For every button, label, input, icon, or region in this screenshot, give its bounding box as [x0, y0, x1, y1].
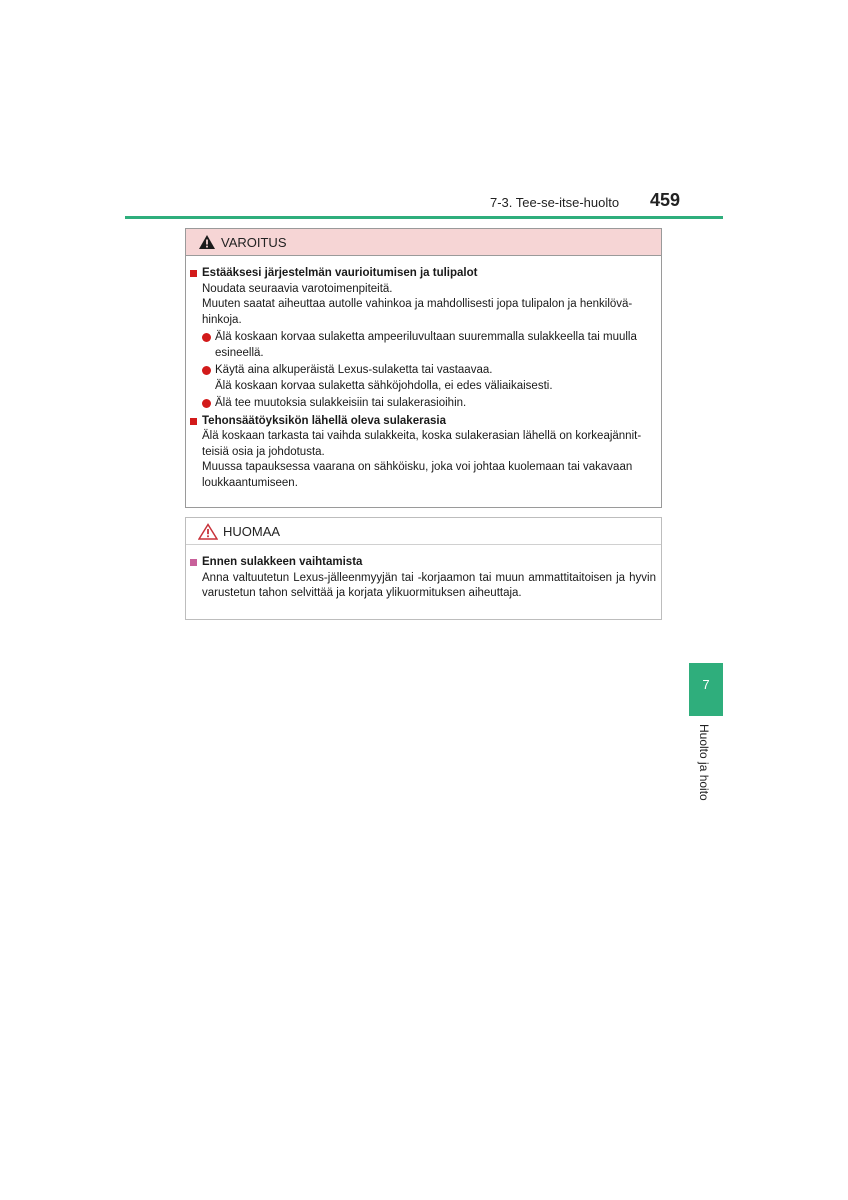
- chapter-tab: [689, 663, 723, 716]
- chapter-number: 7: [702, 677, 710, 692]
- bullet-text: Älä koskaan korvaa sulaketta ampeeriluvultaan suuremmalla sulakkeella tai muulla esineellä.: [215, 331, 637, 359]
- red-bullet-icon: [202, 366, 211, 375]
- red-square-icon: [190, 270, 197, 277]
- notice-body: [186, 545, 661, 602]
- paragraph-line: Muuten saatat aiheuttaa autolle vahinkoa ja mahdollisesti jopa tulipalon ja henkilövä-: [202, 298, 633, 310]
- paragraph-line: teisiä osia ja johdotusta.: [202, 445, 325, 458]
- header-divider: [125, 216, 723, 219]
- bullet-line: Käytä aina alkuperäistä Lexus-sulaketta tai vastaavaa.: [215, 364, 493, 376]
- bullet-item: [202, 330, 656, 361]
- warning-header: [186, 229, 661, 256]
- paragraph-line: loukkaantumiseen.: [202, 476, 298, 489]
- warning-title: VAROITUS: [221, 234, 287, 250]
- paragraph-line: Älä koskaan tarkasta tai vaihda sulakkeita, koska sulakerasian lähellä on korkeajännit-: [202, 430, 642, 442]
- paragraph-line: Noudata seuraavia varotoimenpiteitä.: [202, 282, 393, 295]
- bullet-item: [202, 363, 656, 394]
- caution-triangle-icon: [198, 523, 218, 540]
- red-bullet-icon: [202, 333, 211, 342]
- bullet-text: Älä tee muutoksia sulakkeisiin tai sulakerasioihin.: [215, 397, 467, 409]
- red-square-icon: [190, 418, 197, 425]
- warning-section-heading-text: Tehonsäätöyksikön lähellä oleva sulakerasia: [202, 414, 446, 427]
- chapter-label: Huolto ja hoito: [697, 724, 711, 801]
- paragraph-line: hinkoja.: [202, 313, 242, 326]
- page-number: 459: [650, 190, 681, 210]
- bullet-text: [215, 363, 656, 394]
- notice-box: [185, 517, 662, 620]
- notice-section-heading-text: Ennen sulakkeen vaihtamista: [202, 556, 363, 568]
- warning-section-heading-text: Estääksesi järjestelmän vaurioitumisen ja tulipalot: [202, 267, 478, 279]
- warning-box: [185, 228, 662, 508]
- warning-body: [186, 256, 661, 491]
- notice-header: [186, 518, 661, 545]
- red-bullet-icon: [202, 399, 211, 408]
- notice-section-heading: [190, 555, 656, 571]
- paragraph-line: Muussa tapauksessa vaarana on sähköisku, joka voi johtaa kuolemaan tai vakavaan: [202, 461, 633, 473]
- section-title: 7-3. Tee-se-itse-huolto: [490, 195, 620, 210]
- warning-section-heading: [190, 266, 656, 282]
- notice-paragraph: Anna valtuutetun Lexus-jälleenmyyjän tai -korjaamon tai muun ammattitaitoisen ja hyvin varustetun tahon selvittää ja korjata ylikuormituksen aiheuttaja.: [202, 571, 656, 599]
- notice-title: HUOMAA: [223, 523, 281, 539]
- bullet-item: [202, 396, 656, 412]
- warning-section-heading: [190, 414, 656, 430]
- bullet-line: Älä koskaan korvaa sulaketta sähköjohdolla, ei edes väliaikaisesti.: [215, 379, 553, 392]
- pink-square-icon: [190, 559, 197, 566]
- warning-triangle-icon: [198, 234, 216, 250]
